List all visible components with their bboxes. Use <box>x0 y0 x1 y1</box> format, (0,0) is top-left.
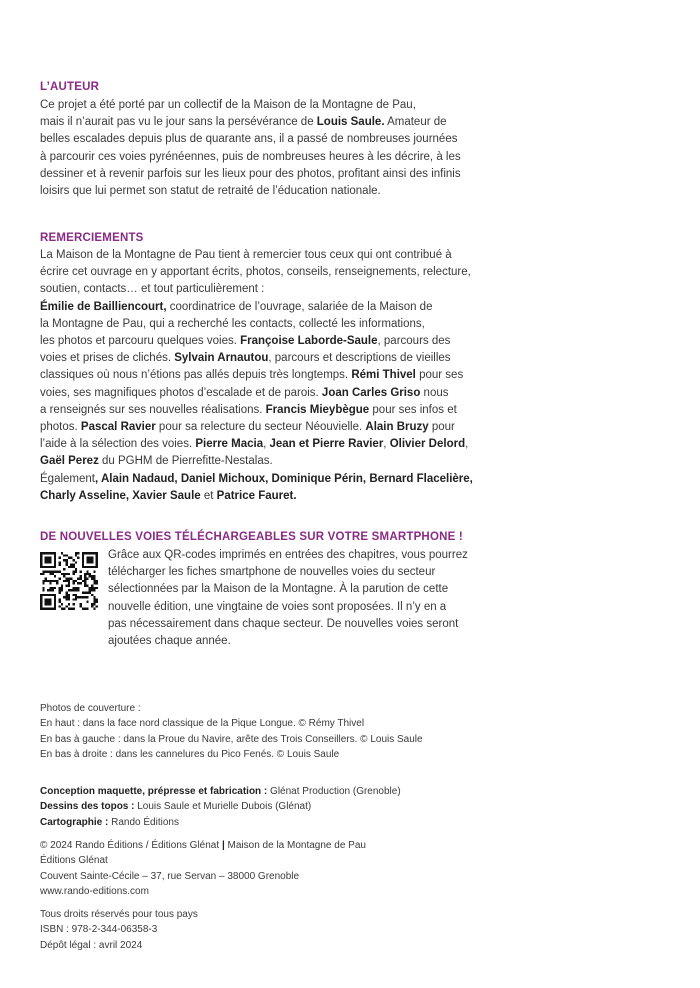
text-line: mais il n’aurait pas vu le jour sans la persévérance de Louis Saule. Amateur de <box>40 116 447 129</box>
text-line: www.rando-editions.com <box>40 885 149 897</box>
text-line: Dessins des topos : Louis Saule et Murielle Dubois (Glénat) <box>40 801 312 813</box>
text-line: Couvent Sainte-Cécile – 37, rue Servan – 38000 Grenoble <box>40 870 300 882</box>
text-line: loisirs que lui permet son statut de retraité de l’éducation nationale. <box>40 185 381 198</box>
author-paragraph <box>40 97 461 200</box>
text-line: En bas à gauche : dans la Proue du Navire, arête des Trois Conseillers. © Louis Saule <box>40 733 423 745</box>
author-heading: L’AUTEUR <box>40 81 100 93</box>
text-line: photos. Pascal Ravier pour sa relecture du secteur Néouvielle. Alain Bruzy pour <box>40 421 455 434</box>
text-line: Conception maquette, prépresse et fabrication : Glénat Production (Grenoble) <box>40 786 401 797</box>
text-line: nouvelle édition, une vingtaine de voies sont proposées. Il n’y en a <box>108 600 447 613</box>
text-line: écrire cet ouvrage en y apportant écrits, photos, conseils, renseignements, relecture, <box>40 266 471 279</box>
text-line: l’aide à la sélection des voies. Pierre Macia, Jean et Pierre Ravier, Olivier Delord, <box>40 438 469 451</box>
text-line: ISBN : 978-2-344-06358-3 <box>40 924 158 936</box>
text-line: soutien, contacts… et tout particulièrement : <box>40 283 265 296</box>
text-line: dessiner et à revenir parfois sur les lieux pour des photos, profitant ainsi des infinis <box>40 167 461 180</box>
text-line: à parcourir ces voies pyrénéennes, puis de nombreuses heures à les décrire, à les <box>40 150 461 163</box>
text-line: Tous droits réservés pour tous pays <box>40 909 198 920</box>
text-line: En bas à droite : dans les cannelures du Pico Fenés. © Louis Saule <box>40 748 340 760</box>
text-line: Photos de couverture : <box>40 703 141 714</box>
text-line: classiques où nous n’étions pas allés depuis très longtemps. Rémi Thivel pour ses <box>40 369 464 382</box>
text-line: Grâce aux QR-codes imprimés en entrées des chapitres, vous pourrez <box>108 549 468 561</box>
text-line: pas nécessairement dans chaque secteur. De nouvelles voies seront <box>108 617 459 630</box>
text-line: les photos et parcouru quelques voies. Françoise Laborde-Saule, parcours des <box>40 335 451 348</box>
text-line: ajoutées chaque année. <box>108 635 231 648</box>
text-line: Également, Alain Nadaud, Daniel Michoux, Dominique Périn, Bernard Flacelière, <box>40 472 473 485</box>
text-line: Dépôt légal : avril 2024 <box>40 939 143 951</box>
production-credits <box>40 784 401 830</box>
cover-photos-credits <box>40 701 423 762</box>
thanks-paragraph <box>40 247 473 505</box>
text-line: Ce projet a été porté par un collectif de la Maison de la Montagne de Pau, <box>40 99 416 111</box>
smartphone-heading: DE NOUVELLES VOIES TÉLÉCHARGEABLES SUR VOTRE SMARTPHONE ! <box>40 531 463 543</box>
text-line: En haut : dans la face nord classique de la Pique Longue. © Rémy Thivel <box>40 718 365 730</box>
text-line: Cartographie : Rando Éditions <box>40 816 179 828</box>
qr-code-icon <box>40 552 98 610</box>
legal-info <box>40 907 198 953</box>
thanks-heading: REMERCIEMENTS <box>40 232 144 244</box>
text-line: La Maison de la Montagne de Pau tient à remercier tous ceux qui ont contribué à <box>40 249 452 261</box>
smartphone-paragraph <box>108 547 468 650</box>
text-line: Gaël Perez du PGHM de Pierrefitte-Nestalas. <box>40 455 273 468</box>
text-line: sélectionnées par la Maison de la Montagne. À la parution de cette <box>108 583 449 596</box>
text-line: Émilie de Bailliencourt, coordinatrice de l’ouvrage, salariée de la Maison de <box>40 300 433 313</box>
publisher-info <box>40 838 366 899</box>
text-line: la Montagne de Pau, qui a recherché les contacts, collecté les informations, <box>40 317 425 330</box>
text-line: télécharger les fiches smartphone de nouvelles voies du secteur <box>108 566 436 579</box>
text-line: Éditions Glénat <box>40 855 108 867</box>
text-line: © 2024 Rando Éditions / Éditions Glénat | Maison de la Montagne de Pau <box>40 840 366 851</box>
text-line: belles escalades depuis plus de quarante ans, il a passé de nombreuses journées <box>40 133 458 146</box>
text-line: Charly Asseline, Xavier Saule et Patrice Fauret. <box>40 489 297 502</box>
text-line: a renseignés sur ses nouvelles réalisations. Francis Mieybègue pour ses infos et <box>40 403 457 416</box>
text-line: voies, ses magnifiques photos d’escalade et de parois. Joan Carles Griso nous <box>40 386 449 399</box>
text-line: voies et prises de clichés. Sylvain Arnautou, parcours et descriptions de vieilles <box>40 352 451 365</box>
